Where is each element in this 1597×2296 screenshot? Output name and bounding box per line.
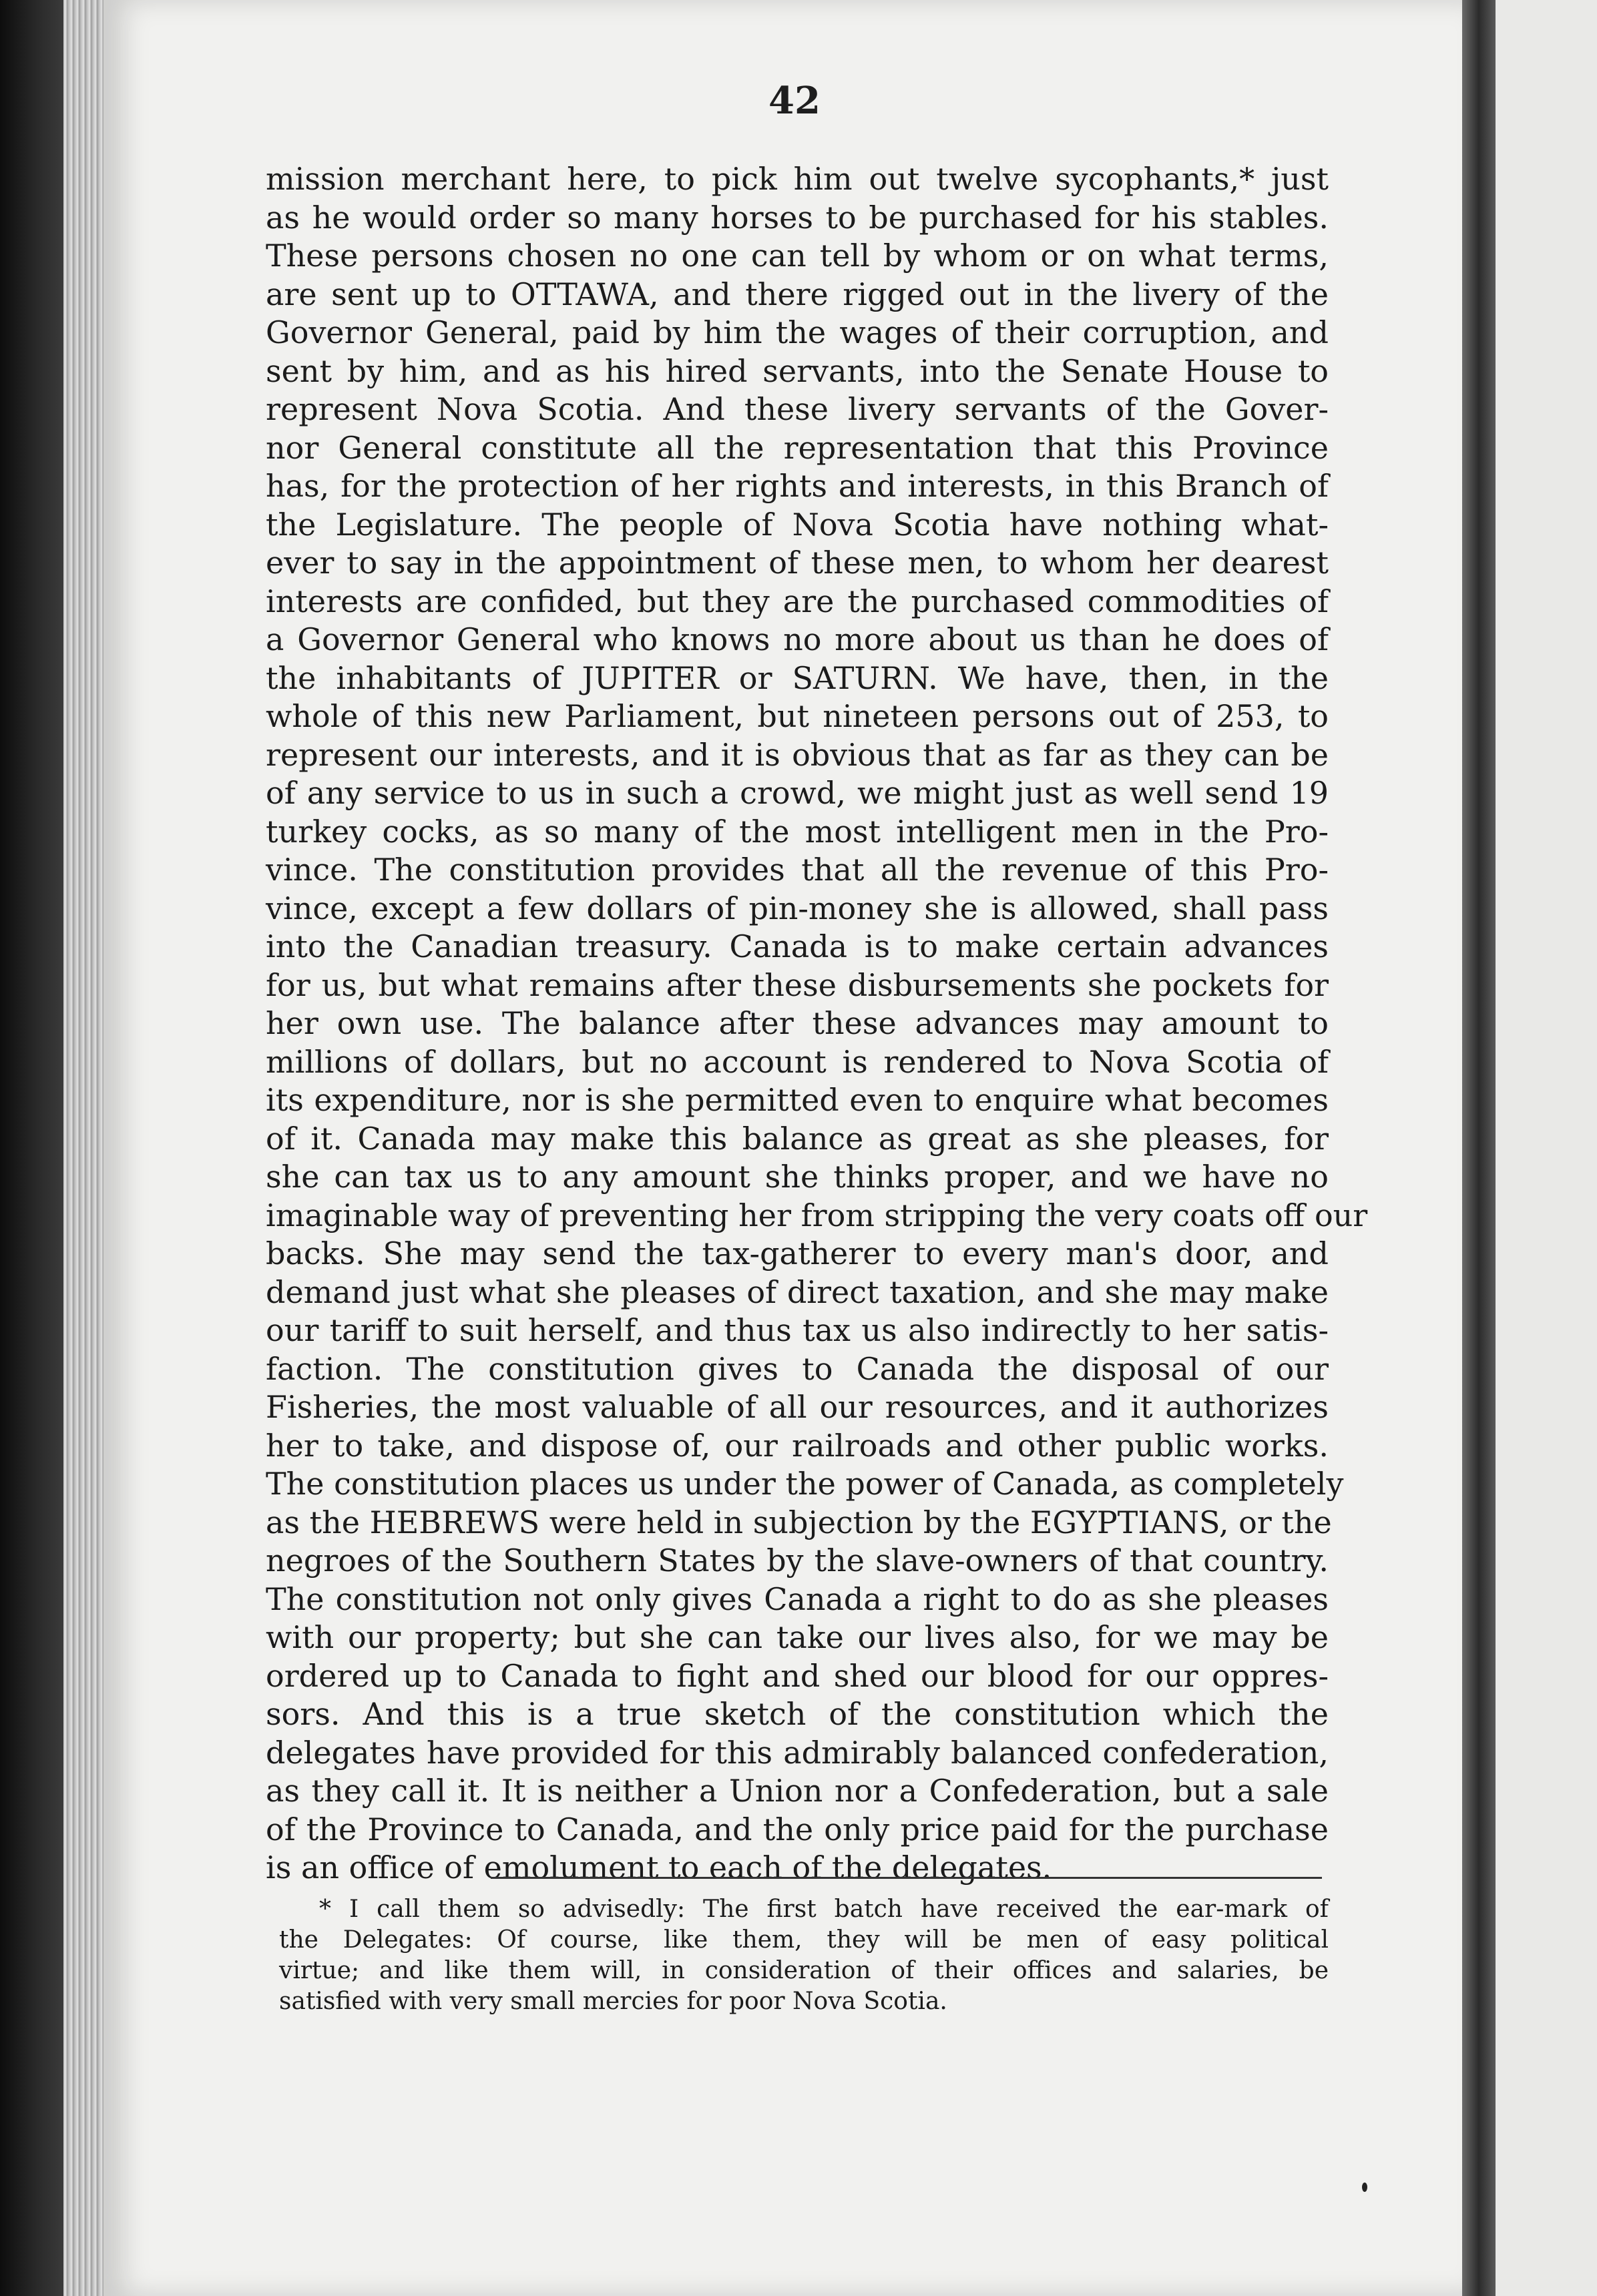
text-line: vince, except a few dollars of pin-money she is allowed, shall pass bbox=[266, 890, 1329, 926]
scan-dark-margin bbox=[0, 0, 63, 2296]
text-line: a Governor General who knows no more about us than he does of bbox=[266, 621, 1329, 657]
text-line: are sent up to OTTAWA, and there rigged out in the livery of the bbox=[266, 276, 1329, 312]
text-line: of it. Canada may make this balance as great as she pleases, for bbox=[266, 1120, 1329, 1157]
footnote-divider bbox=[491, 1877, 1322, 1879]
footnote-line: the Delegates: Of course, like them, they will be men of easy political bbox=[279, 1926, 1329, 1954]
text-line: as the HEBREWS were held in subjection by the EGYPTIANS, or the bbox=[266, 1504, 1332, 1540]
text-line: represent Nova Scotia. And these livery servants of the Gover- bbox=[266, 391, 1329, 427]
text-line: ever to say in the appointment of these men, to whom her dearest bbox=[266, 545, 1329, 581]
text-line: nor General constitute all the representation that this Province bbox=[266, 429, 1329, 466]
text-line: sors. And this is a true sketch of the constitution which the bbox=[266, 1696, 1329, 1732]
book-page-edges bbox=[63, 0, 103, 2296]
text-line: The constitution places us under the power of Canada, as completely bbox=[266, 1466, 1344, 1502]
text-line: as they call it. It is neither a Union nor a Confederation, but a sale bbox=[266, 1773, 1329, 1809]
text-line: turkey cocks, as so many of the most intelligent men in the Pro- bbox=[266, 813, 1329, 850]
text-line: our tariff to suit herself, and thus tax us also indirectly to her satis- bbox=[266, 1312, 1329, 1348]
text-line: ordered up to Canada to fight and shed our blood for our oppres- bbox=[266, 1657, 1329, 1694]
text-line: millions of dollars, but no account is rendered to Nova Scotia of bbox=[266, 1043, 1329, 1080]
text-line: as he would order so many horses to be purchased for his stables. bbox=[266, 199, 1329, 236]
text-line: with our property; but she can take our lives also, for we may be bbox=[266, 1619, 1329, 1655]
text-line: negroes of the Southern States by the slave-owners of that country. bbox=[266, 1542, 1329, 1579]
text-line: has, for the protection of her rights and interests, in this Branch of bbox=[266, 468, 1329, 504]
text-line: whole of this new Parliament, but nineteen persons out of 253, to bbox=[266, 698, 1329, 734]
text-line: her to take, and dispose of, our railroads and other public works. bbox=[266, 1427, 1329, 1464]
body-text bbox=[266, 160, 1368, 1888]
text-line: the Legislature. The people of Nova Scotia have nothing what- bbox=[266, 506, 1329, 543]
text-line: its expenditure, nor is she permitted even to enquire what becomes bbox=[266, 1082, 1329, 1118]
text-line: sent by him, and as his hired servants, into the Senate House to bbox=[266, 352, 1329, 389]
text-line: for us, but what remains after these disbursements she pockets for bbox=[266, 966, 1329, 1003]
ink-speck bbox=[1362, 2183, 1367, 2192]
book-gutter bbox=[1462, 0, 1496, 2296]
text-line: These persons chosen no one can tell by whom or on what terms, bbox=[266, 238, 1329, 274]
footnote-line: satisfied with very small mercies for poor Nova Scotia. bbox=[279, 1988, 947, 2015]
text-line: of any service to us in such a crowd, we might just as well send 19 bbox=[266, 775, 1329, 811]
text-line: The constitution not only gives Canada a right to do as she pleases bbox=[266, 1581, 1329, 1617]
adjacent-page-edge bbox=[1496, 0, 1597, 2296]
footnote bbox=[279, 1894, 1329, 2017]
footnote-line: * I call them so advisedly: The first batch have received the ear-mark of bbox=[319, 1896, 1329, 1923]
text-line: the inhabitants of JUPITER or SATURN. We have, then, in the bbox=[266, 659, 1329, 696]
text-line: demand just what she pleases of direct taxation, and she may make bbox=[266, 1273, 1329, 1310]
text-line: represent our interests, and it is obvious that as far as they can be bbox=[266, 736, 1329, 773]
text-line: interests are confided, but they are the purchased commodities of bbox=[266, 583, 1329, 619]
text-line: Governor General, paid by him the wages of their corruption, and bbox=[266, 314, 1329, 350]
text-line: backs. She may send the tax-gatherer to every man's door, and bbox=[266, 1235, 1329, 1271]
text-line: imaginable way of preventing her from stripping the very coats off our bbox=[266, 1197, 1368, 1233]
text-line: she can tax us to any amount she thinks proper, and we have no bbox=[266, 1159, 1329, 1195]
text-line: vince. The constitution provides that all the revenue of this Pro- bbox=[266, 852, 1329, 888]
text-line: of the Province to Canada, and the only price paid for the purchase bbox=[266, 1811, 1329, 1847]
text-line: mission merchant here, to pick him out twelve sycophants,* just bbox=[266, 161, 1329, 197]
footnote-line: virtue; and like them will, in consideration of their offices and salaries, be bbox=[279, 1957, 1329, 1984]
text-line: into the Canadian treasury. Canada is to make certain advances bbox=[266, 928, 1329, 964]
page-number: 42 bbox=[768, 79, 821, 123]
text-line: is an office of emolument to each of the delegates. bbox=[266, 1849, 1052, 1886]
text-line: Fisheries, the most valuable of all our resources, and it authorizes bbox=[266, 1389, 1329, 1425]
text-line: faction. The constitution gives to Canada the disposal of our bbox=[266, 1350, 1329, 1387]
text-line: her own use. The balance after these advances may amount to bbox=[266, 1005, 1329, 1041]
text-line: delegates have provided for this admirably balanced confederation, bbox=[266, 1734, 1329, 1771]
